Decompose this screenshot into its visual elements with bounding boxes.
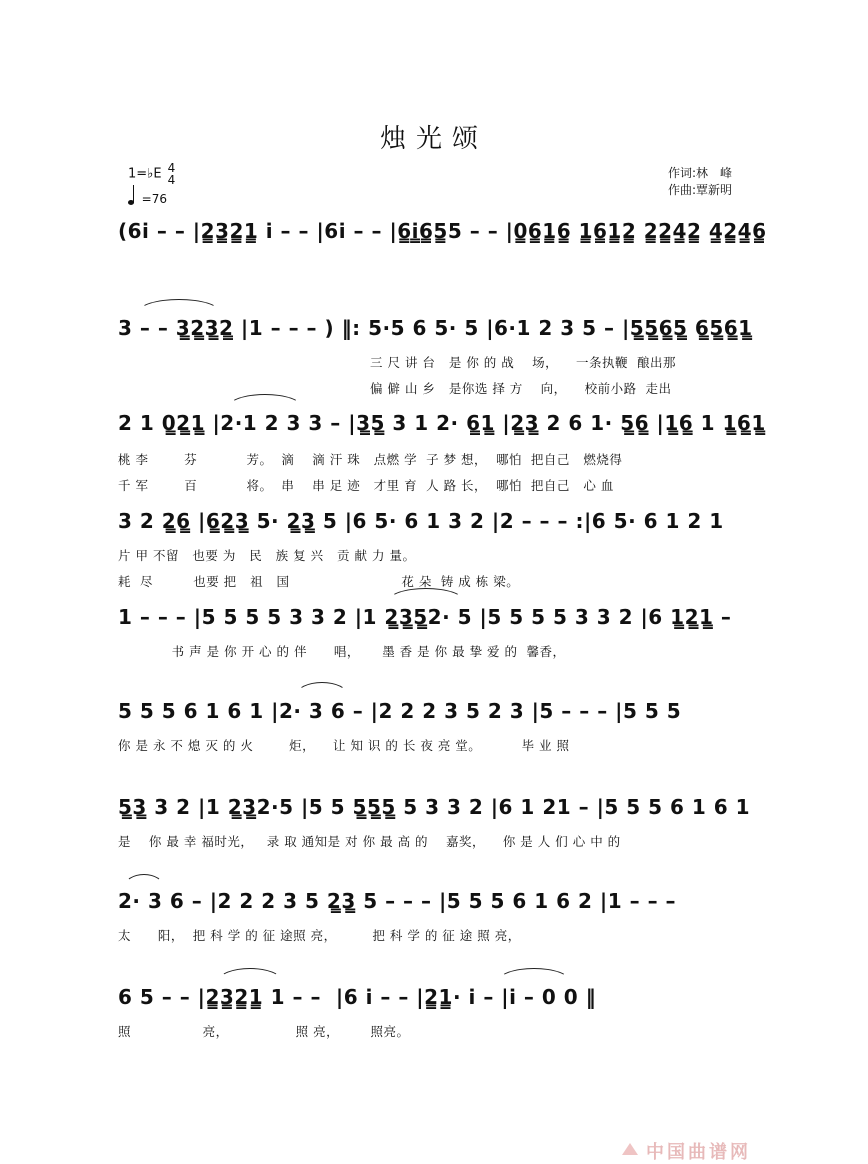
composer-credit: 作曲:覃新明 [668,183,733,197]
notation-line: (6i̇ – – |2̳3̳2̳1̳ i̇ – – |6i̇ – – |6̳i̳̇6̳5̳5 – – |0̳6̳1̳6̳ 1̳6̳1̳2̳ 2̳2̳4̳2̳ 4̳2̳4̳6̳ [118,219,767,243]
lyric-verse-1: 你 是 永 不 熄 灭 的 火 炬， 让 知 识 的 长 夜 亮 堂。 毕 业 照 [118,738,570,753]
notation-line: 2 1 0̳2̳1̳ |2·1 2 3 3 – |3̳5̳ 3 1 2· 6̳1̳ |2̳3̳ 2 6 1· 5̳6̳ |1̳6̳ 1 1̳6̳1̳ [118,411,766,435]
notation-line: 5̳3̳ 3 2 |1 2̳3̳2·5 |5 5 5̳5̳5̳ 5 3 3 2 |6 1 21 – |5 5 5 6 1 6 1 [118,795,751,819]
tempo-marking [128,192,167,206]
notation-line: 3 – – 3̳2̳3̳2̳ |1 – – – ) ‖: 5·5 6 5· 5 |6·1 2 3 5 – |5̳5̳6̳5̳ 6̳5̳6̳1̳ [118,316,753,340]
lyric-verse-1: 三 尺 讲 台 是 你 的 战 场， 一条执鞭 酿出那 [370,355,676,370]
tempo-value: =76 [141,192,167,206]
lyric-verse-1: 照 亮， 照 亮， 照亮。 [118,1024,410,1039]
notation-line: 6 5 – – |2̳3̳2̳1̳ 1 – – |6 i̇ – – |2̳1̳· i̇ – |i̇ – 0 0 ‖ [118,985,597,1009]
time-bottom: 4 [167,173,176,187]
lyric-verse-1: 桃 李 芬 芳。 滴 滴 汗 珠 点燃 学 子 梦 想， 哪怕 把自己 燃烧得 [118,452,623,467]
notation-line: 1 – – – |5 5 5 5 3 3 2 |1 2̳3̳5̳2· 5 |5 5 5 5 3 3 2 |6 1̳2̳1̳ – [118,605,732,629]
quarter-note-icon [128,200,134,205]
lyric-verse-1: 书 声 是 你 开 心 的 伴 唱， 墨 香 是 你 最 挚 爱 的 馨香， [118,644,566,659]
notation-line: 2· 3 6 – |2 2 2 3 5 2̳3̳ 5 – – – |5 5 5 6 1 6 2 |1 – – – [118,889,677,913]
lyric-verse-1: 太 阳， 把 科 学 的 征 途照 亮， 把 科 学 的 征 途 照 亮， [118,928,521,943]
lyric-verse-1: 是 你 最 幸 福时光， 录 取 通知是 对 你 最 高 的 嘉奖， 你 是 人 们 心 中 的 [118,834,621,849]
song-title: 烛光颂 [379,124,488,154]
key-tonic: E [153,166,162,182]
watermark-text: 中国曲谱网 [646,1142,751,1163]
watermark-logo-icon [620,1141,640,1157]
lyricist-credit: 作词:林 峰 [668,166,733,180]
notation-line: 3 2 2̳6̳ |6̳2̳3̳ 5· 2̳3̳ 5 |6 5· 6 1 3 2 |2 – – – :|6 5· 6 1 2 1 [118,509,724,533]
time-top: 4 [167,161,176,175]
lyric-verse-2: 偏 僻 山 乡 是你选 择 方 向， 校前小路 走出 [370,381,672,396]
key-prefix: 1= [128,166,148,182]
credits [668,165,732,199]
lyric-verse-2: 耗 尽 也要 把 祖 国 花 朵 铸 成 栋 梁。 [118,574,520,589]
lyric-verse-2: 千 军 百 将。 串 串 足 迹 才里 育 人 路 长， 哪怕 把自己 心 血 [118,478,614,493]
notation-line: 5 5 5 6 1 6 1 |2· 3 6 – |2 2 2 3 5 2 3 |5 – – – |5 5 5 [118,699,682,723]
key-signature [128,162,175,186]
flat-symbol: ♭ [147,166,154,182]
time-signature [168,162,176,186]
lyric-verse-1: 片 甲 不留 也要 为 民 族 复 兴 贡 献 力 量。 [118,548,416,563]
